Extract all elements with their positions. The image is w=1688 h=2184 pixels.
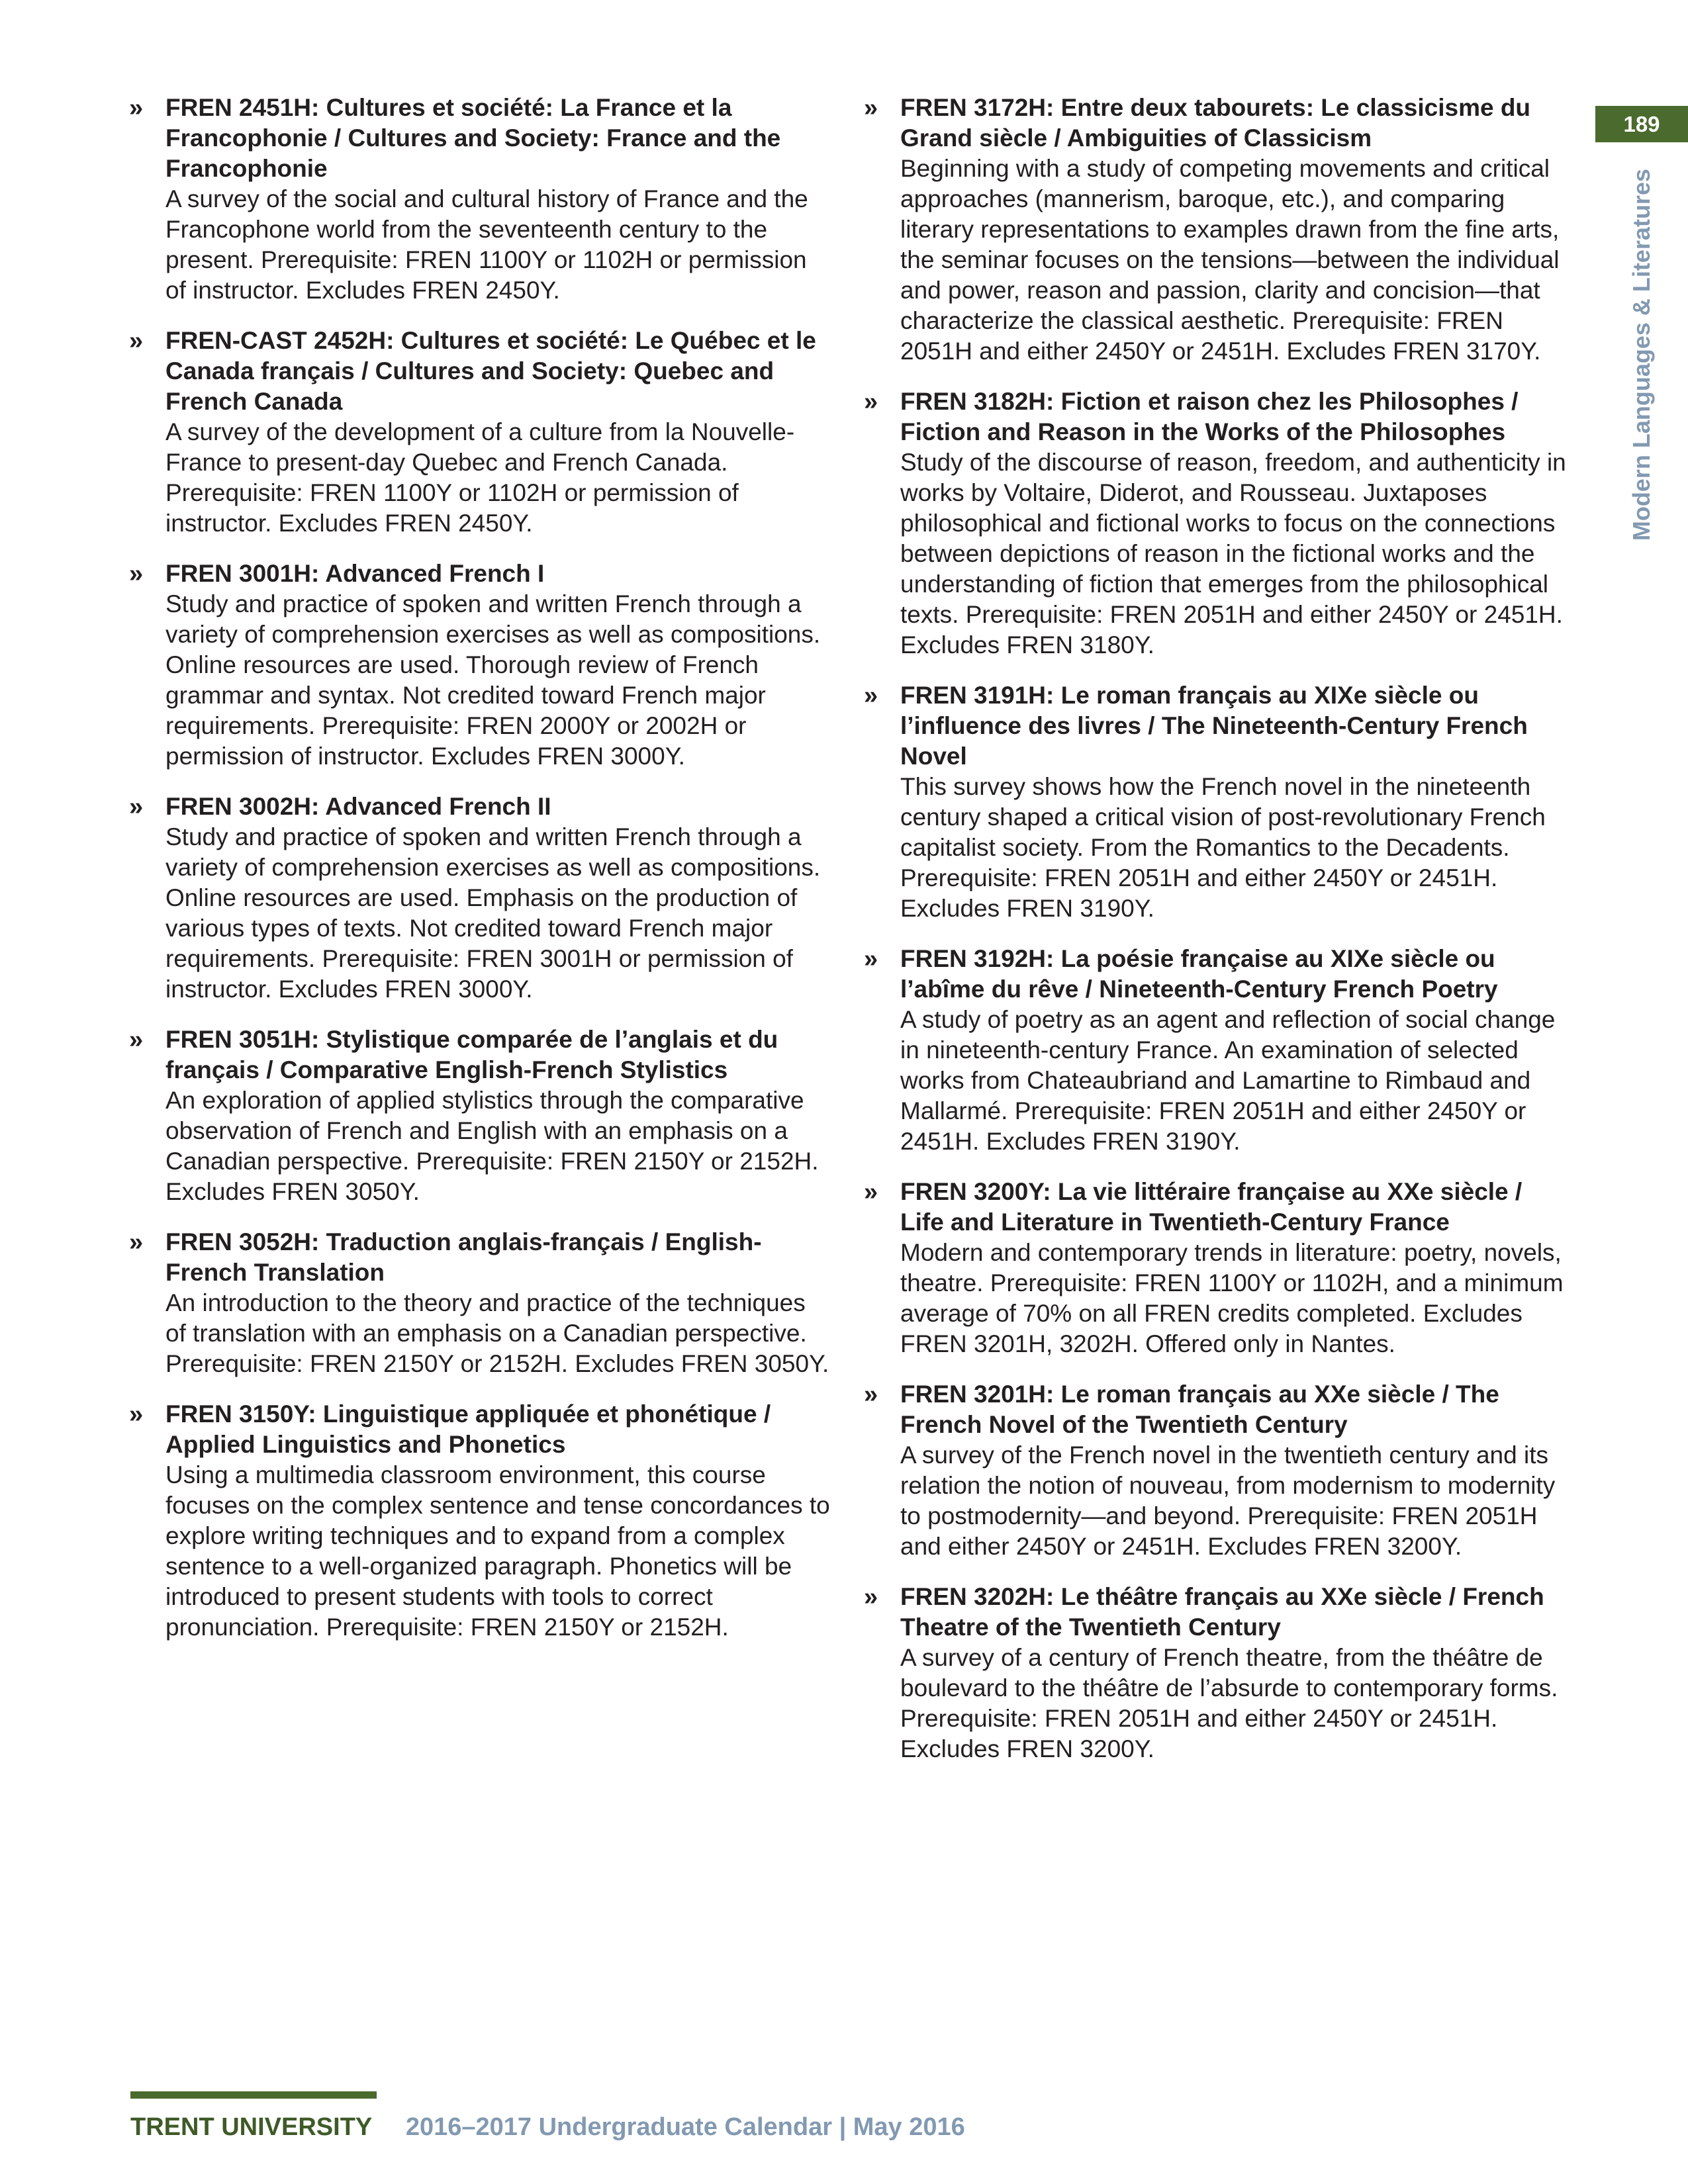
footer-university: TRENT UNIVERSITY — [130, 2113, 373, 2141]
course-title: FREN 3202H: Le théâtre français au XXe siècle / French Theatre of the Twentieth Century — [900, 1583, 1544, 1641]
course-title: FREN 3051H: Stylistique comparée de l’anglais et du français / Comparative English-French Stylistics — [165, 1026, 778, 1083]
course-title: FREN 2451H: Cultures et société: La France et la Francophonie / Cultures and Society: France and the Francophonie — [165, 94, 781, 182]
course-entry — [129, 326, 831, 539]
course-title: FREN 3150Y: Linguistique appliquée et phonétique / Applied Linguistics and Phonetics — [165, 1400, 771, 1458]
course-entry — [864, 944, 1569, 1157]
footer-rule — [130, 2091, 377, 2099]
bullet-marker: » — [864, 1178, 878, 1206]
bullet-marker: » — [129, 793, 144, 821]
bullet-marker: » — [864, 388, 878, 416]
course-title: FREN-CAST 2452H: Cultures et société: Le Québec et le Canada français / Cultures and Society: Quebec and French Canada — [165, 327, 816, 415]
course-description: Modern and contemporary trends in literature: poetry, novels, theatre. Prerequisite: FREN 1100Y or 1102H, and a minimum average of 70% on all FREN credits completed. Excludes FREN 3201H, 3202H. Offered only in Nantes. — [900, 1239, 1564, 1357]
bullet-marker: » — [129, 94, 144, 122]
bullet-marker: » — [129, 1228, 144, 1256]
section-tab — [1623, 169, 1660, 599]
course-entry — [129, 1024, 831, 1207]
course-description: A survey of a century of French theatre, from the théâtre de boulevard to the théâtre de l’absurde to contemporary forms. Prerequisite: FREN 2051H and either 2450Y or 2451H. Excludes FREN 3200Y. — [900, 1644, 1558, 1762]
footer — [130, 2113, 965, 2142]
course-description: A survey of the French novel in the twentieth century and its relation the notion of nouveau, from modernism to modernity to postmodernity—and beyond. Prerequisite: FREN 2051H and either 2450Y or 2451H. Excludes FREN 3200Y. — [900, 1441, 1556, 1560]
page-number — [1595, 106, 1688, 142]
course-title: FREN 3052H: Traduction anglais-français / English-French Translation — [165, 1228, 762, 1286]
course-description: Study of the discourse of reason, freedom, and authenticity in works by Voltaire, Diderot, and Rousseau. Juxtaposes philosophical and fictional works to focus on the connections between depictions of reason in the fictional works and the understanding of fiction that emerges from the philosophical texts. Prerequisite: FREN 2051H and either 2450Y or 2451H. Excludes FREN 3180Y. — [900, 449, 1566, 659]
course-description: Study and practice of spoken and written French through a variety of comprehension exercises as well as compositions. Online resources are used. Thorough review of French grammar and syntax. Not credited toward French major requirements. Prerequisite: FREN 2000Y or 2002H or permission of instructor. Excludes FREN 3000Y. — [165, 590, 821, 770]
course-title: FREN 3200Y: La vie littéraire française au XXe siècle / Life and Literature in Twentieth-Century France — [900, 1178, 1523, 1236]
bullet-marker: » — [864, 1381, 878, 1408]
course-title: FREN 3192H: La poésie française au XIXe siècle ou l’abîme du rêve / Nineteenth-Century French Poetry — [900, 945, 1498, 1003]
bullet-marker: » — [864, 945, 878, 973]
course-description: A survey of the development of a culture from la Nouvelle-France to present-day Quebec and French Canada. Prerequisite: FREN 1100Y or 1102H or permission of instructor. Excludes FREN 2450Y. — [165, 418, 795, 537]
course-title: FREN 3182H: Fiction et raison chez les Philosophes / Fiction and Reason in the Works of the Philosophes — [900, 388, 1519, 445]
bullet-marker: » — [864, 1583, 878, 1611]
course-description: Study and practice of spoken and written French through a variety of comprehension exercises as well as compositions. Online resources are used. Emphasis on the production of various types of texts. Not credited toward French major requirements. Prerequisite: FREN 3001H or permission of instructor. Excludes FREN 3000Y. — [165, 823, 821, 1003]
course-description: An introduction to the theory and practice of the techniques of translation with an emphasis on a Canadian perspective. Prerequisite: FREN 2150Y or 2152H. Excludes FREN 3050Y. — [165, 1289, 829, 1377]
course-title: FREN 3172H: Entre deux tabourets: Le classicisme du Grand siècle / Ambiguities of Classicism — [900, 94, 1531, 152]
page-number-label: 189 — [1623, 111, 1660, 136]
course-description: A survey of the social and cultural history of France and the Francophone world from the seventeenth century to the present. Prerequisite: FREN 1100Y or 1102H or permission of instructor. Excludes FREN 2450Y. — [165, 185, 808, 304]
course-entry — [129, 93, 831, 306]
course-entry — [864, 1582, 1569, 1764]
left-column — [129, 93, 831, 1662]
section-tab-label: Modern Languages & Literatures — [1628, 169, 1655, 541]
bullet-marker: » — [129, 560, 144, 588]
course-entry — [129, 1399, 831, 1643]
bullet-marker: » — [864, 94, 878, 122]
course-entry — [864, 1177, 1569, 1359]
course-title: FREN 3201H: Le roman français au XXe siècle / The French Novel of the Twentieth Century — [900, 1381, 1499, 1438]
course-entry — [864, 680, 1569, 924]
course-entry — [864, 387, 1569, 660]
course-description: An exploration of applied stylistics through the comparative observation of French and English with an emphasis on a Canadian perspective. Prerequisite: FREN 2150Y or 2152H. Excludes FREN 3050Y. — [165, 1087, 819, 1205]
course-description: A study of poetry as an agent and reflection of social change in nineteenth-century France. An examination of selected works from Chateaubriand and Lamartine to Rimbaud and Mallarmé. Prerequisite: FREN 2051H and either 2450Y or 2451H. Excludes FREN 3190Y. — [900, 1006, 1556, 1155]
bullet-marker: » — [864, 682, 878, 709]
course-description: Beginning with a study of competing movements and critical approaches (mannerism, baroque, etc.), and comparing literary representations to examples drawn from the fine arts, the seminar focuses on the tensions—between the individual and power, reason and passion, clarity and concision—that characterize the classical aesthetic. Prerequisite: FREN 2051H and either 2450Y or 2451H. Excludes FREN 3170Y. — [900, 155, 1560, 365]
course-entry — [864, 93, 1569, 367]
course-title: FREN 3191H: Le roman français au XIXe siècle ou l’influence des livres / The Nineteenth-Century French Novel — [900, 682, 1528, 770]
footer-calendar-title: 2016–2017 Undergraduate Calendar | May 2016 — [405, 2113, 965, 2141]
course-entry — [129, 792, 831, 1005]
bullet-marker: » — [129, 1400, 144, 1428]
course-entry — [129, 559, 831, 772]
course-title: FREN 3001H: Advanced French I — [165, 560, 545, 587]
bullet-marker: » — [129, 1026, 144, 1054]
course-description: This survey shows how the French novel in the nineteenth century shaped a critical vision of post-revolutionary French capitalist society. From the Romantics to the Decadents. Prerequisite: FREN 2051H and either 2450Y or 2451H. Excludes FREN 3190Y. — [900, 773, 1546, 922]
course-entry — [129, 1227, 831, 1379]
bullet-marker: » — [129, 327, 144, 355]
course-title: FREN 3002H: Advanced French II — [165, 793, 551, 820]
right-column — [864, 93, 1569, 1784]
course-entry — [864, 1379, 1569, 1562]
course-description: Using a multimedia classroom environment, this course focuses on the complex sentence and tense concordances to explore writing techniques and to expand from a complex sentence to a well-organized paragraph. Phonetics will be introduced to present students with tools to correct pronunciation. Prerequisite: FREN 2150Y or 2152H. — [165, 1461, 830, 1641]
